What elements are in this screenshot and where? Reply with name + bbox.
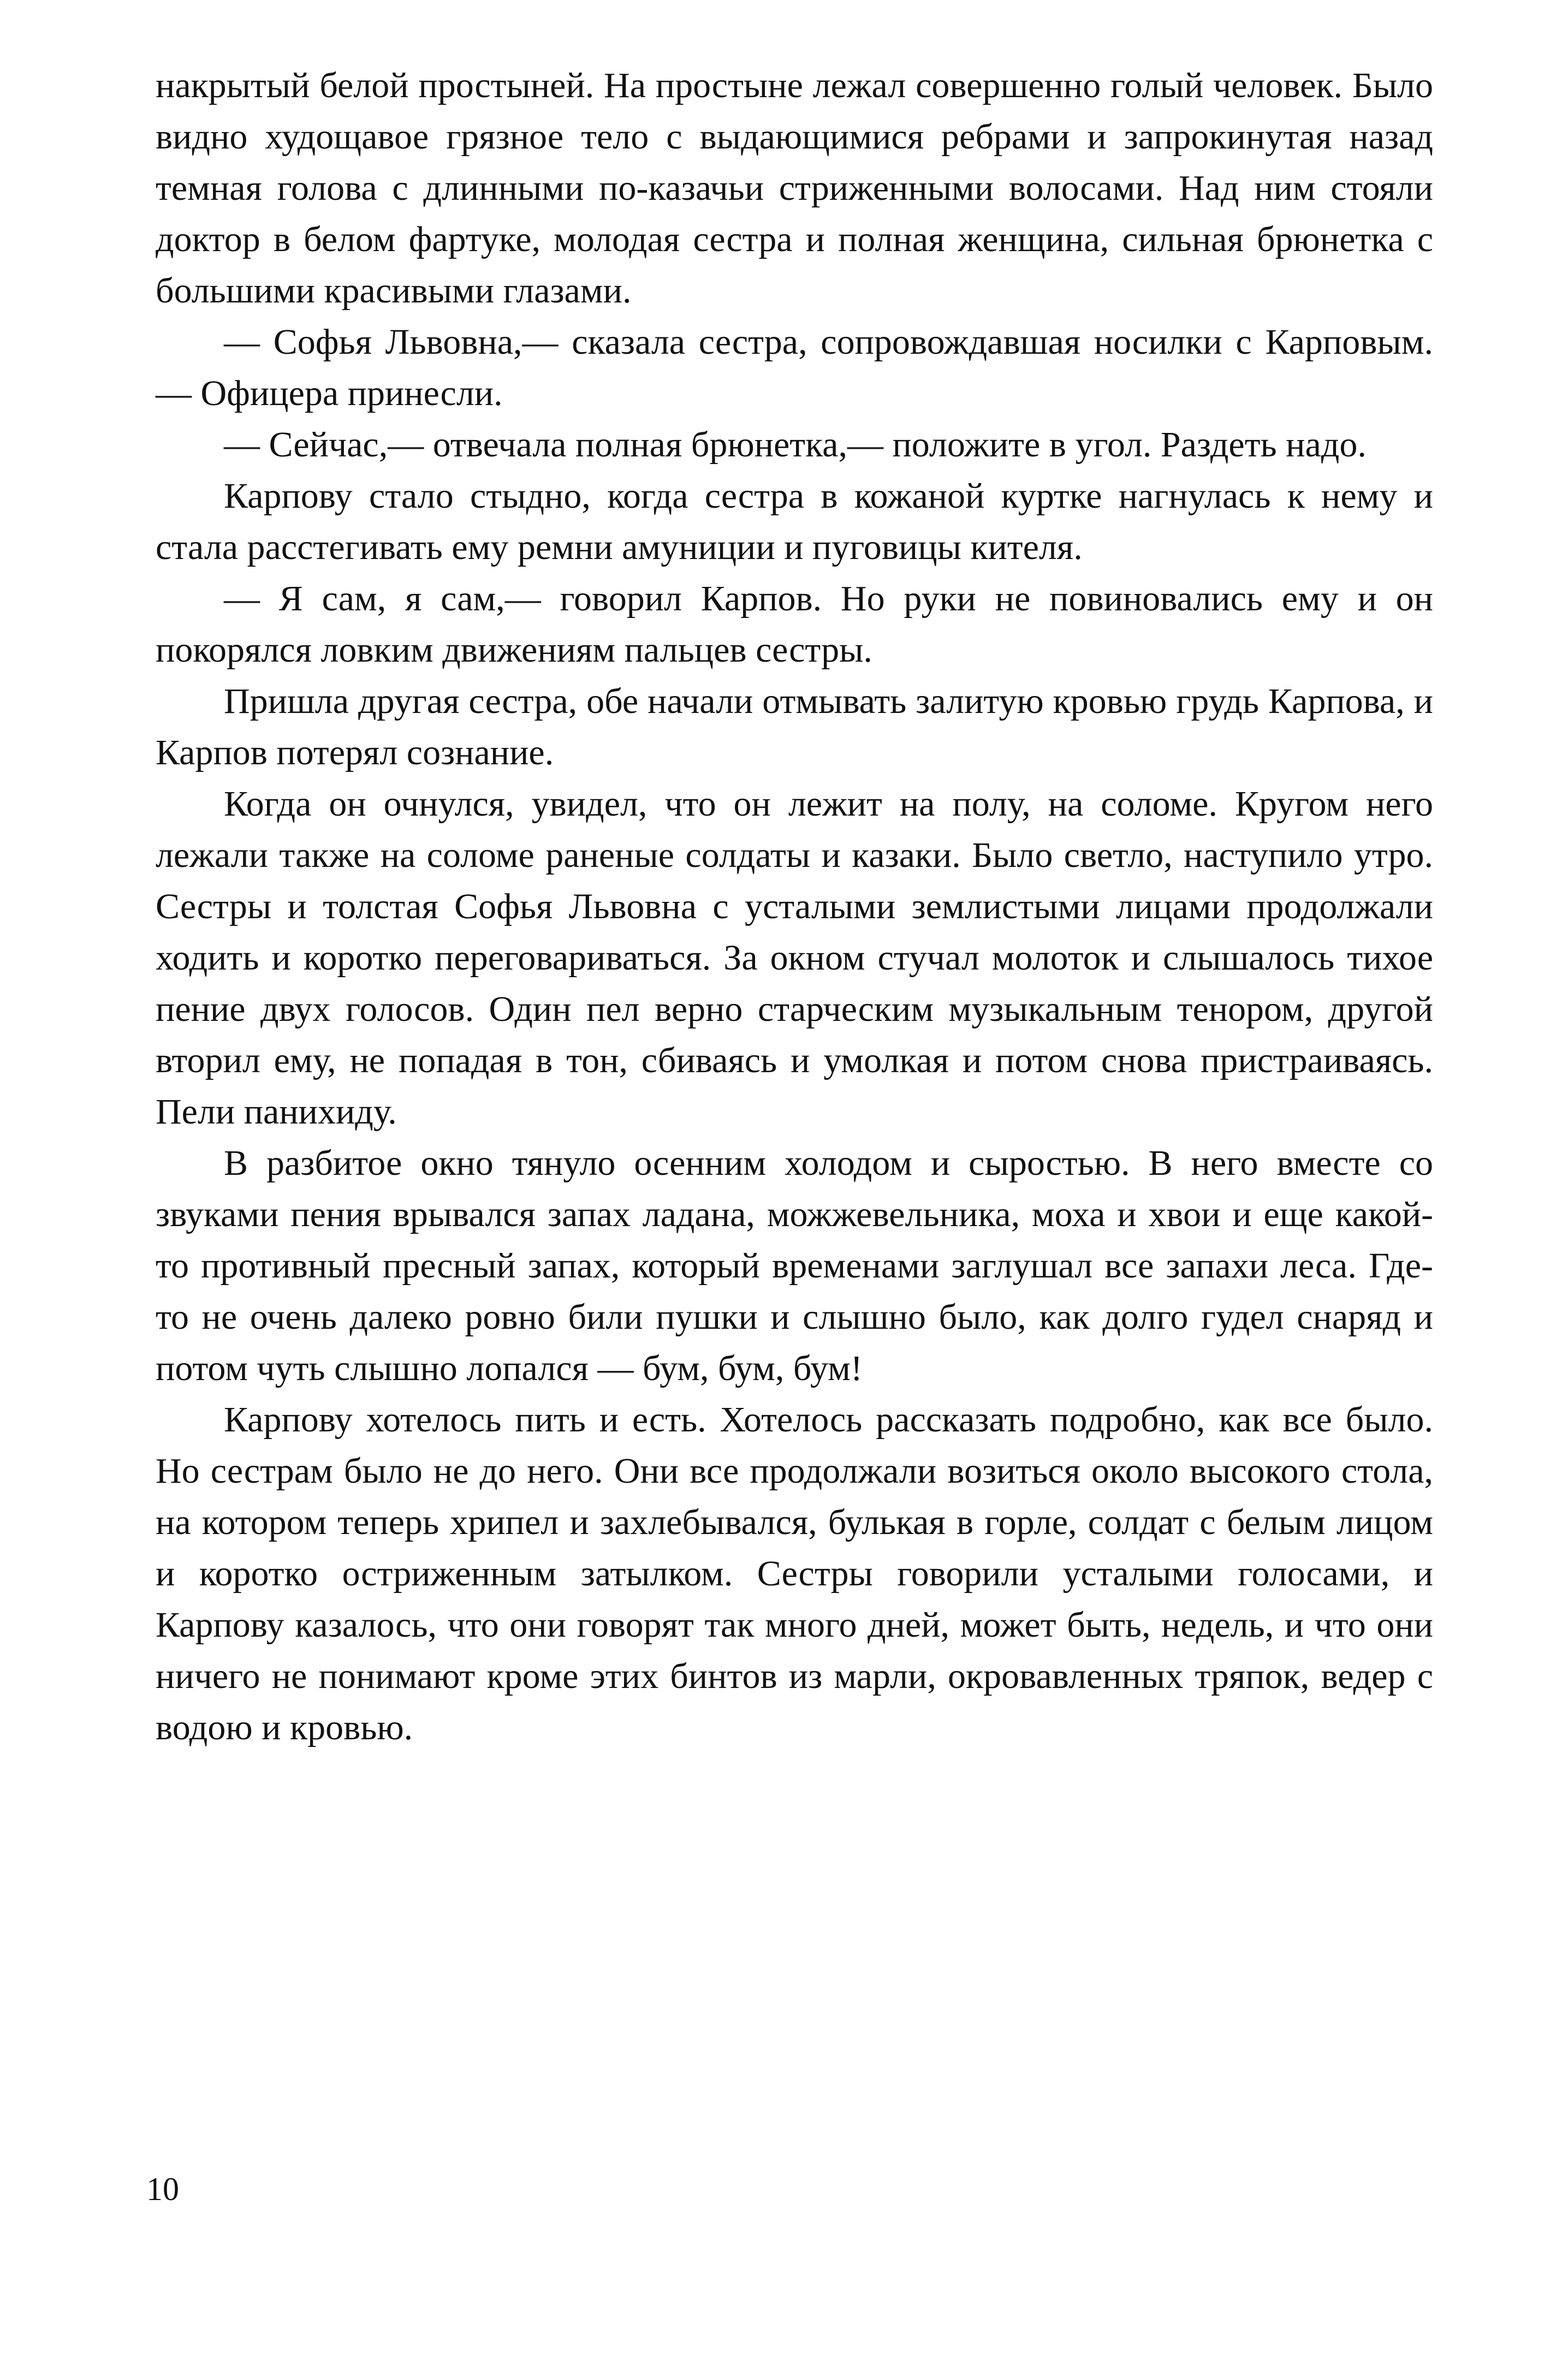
- paragraph-9: Карпову хотелось пить и есть. Хотелось рассказать подробно, как все было. Но сестрам было не до него. Они все продолжали возиться около высокого стола, на котором теперь хрипел и захлебывался, булькая в горле, солдат с белым лицом и коротко остриженным затылком. Сестры говорили усталыми голосами, и Карпову казалось, что они говорят так много дней, может быть, недель, и что они ничего не понимают кроме этих бинтов из марли, окровавленных тряпок, ведер с водою и кровью.: [156, 1400, 1433, 1747]
- paragraph-2: — Софья Львовна,— сказала сестра, сопровождавшая носилки с Карповым.— Офицера принесли.: [156, 322, 1433, 413]
- paragraph-6: Пришла другая сестра, обе начали отмывать залитую кровью грудь Карпова, и Карпов потерял сознание.: [156, 681, 1433, 772]
- paragraph-5: — Я сам, я сам,— говорил Карпов. Но руки не повиновались ему и он покорялся ловким движениям пальцев сестры.: [156, 579, 1433, 670]
- paragraph-3: — Сейчас,— отвечала полная брюнетка,— положите в угол. Раздеть надо.: [224, 425, 1367, 465]
- paragraph-4: Карпову стало стыдно, когда сестра в кожаной куртке нагнулась к нему и стала расстегивать ему ремни амуниции и пуговицы кителя.: [156, 476, 1433, 567]
- paragraph-1: накрытый белой простыней. На простыне лежал совершенно голый человек. Было видно худощавое грязное тело с выдающимися ребрами и запрокинутая назад темная голова с длинными по-казачьи стриженными волосами. Над ним стояли доктор в белом фартуке, молодая сестра и полная женщина, сильная брюнетка с большими красивыми глазами.: [156, 66, 1433, 311]
- text-column: [156, 60, 1433, 1753]
- paragraph-8: В разбитое окно тянуло осенним холодом и сыростью. В него вместе со звуками пения врывался запах ладана, можжевельника, моха и хвои и еще какой-то противный пресный запах, который временами заглушал все запахи леса. Где-то не очень далеко ровно били пушки и слышно было, как долго гудел снаряд и потом чуть слышно лопался — бум, бум, бум!: [156, 1143, 1433, 1388]
- paragraph-7: Когда он очнулся, увидел, что он лежит на полу, на соломе. Кругом него лежали также на соломе раненые солдаты и казаки. Было светло, наступило утро. Сестры и толстая Софья Львовна с усталыми землистыми лицами продолжали ходить и коротко переговариваться. За окном стучал молоток и слышалось тихое пение двух голосов. Один пел верно старческим музыкальным тенором, другой вторил ему, не попадая в тон, сбиваясь и умолкая и потом снова пристраиваясь. Пели панихиду.: [156, 784, 1433, 1132]
- page-number: 10: [146, 2171, 179, 2207]
